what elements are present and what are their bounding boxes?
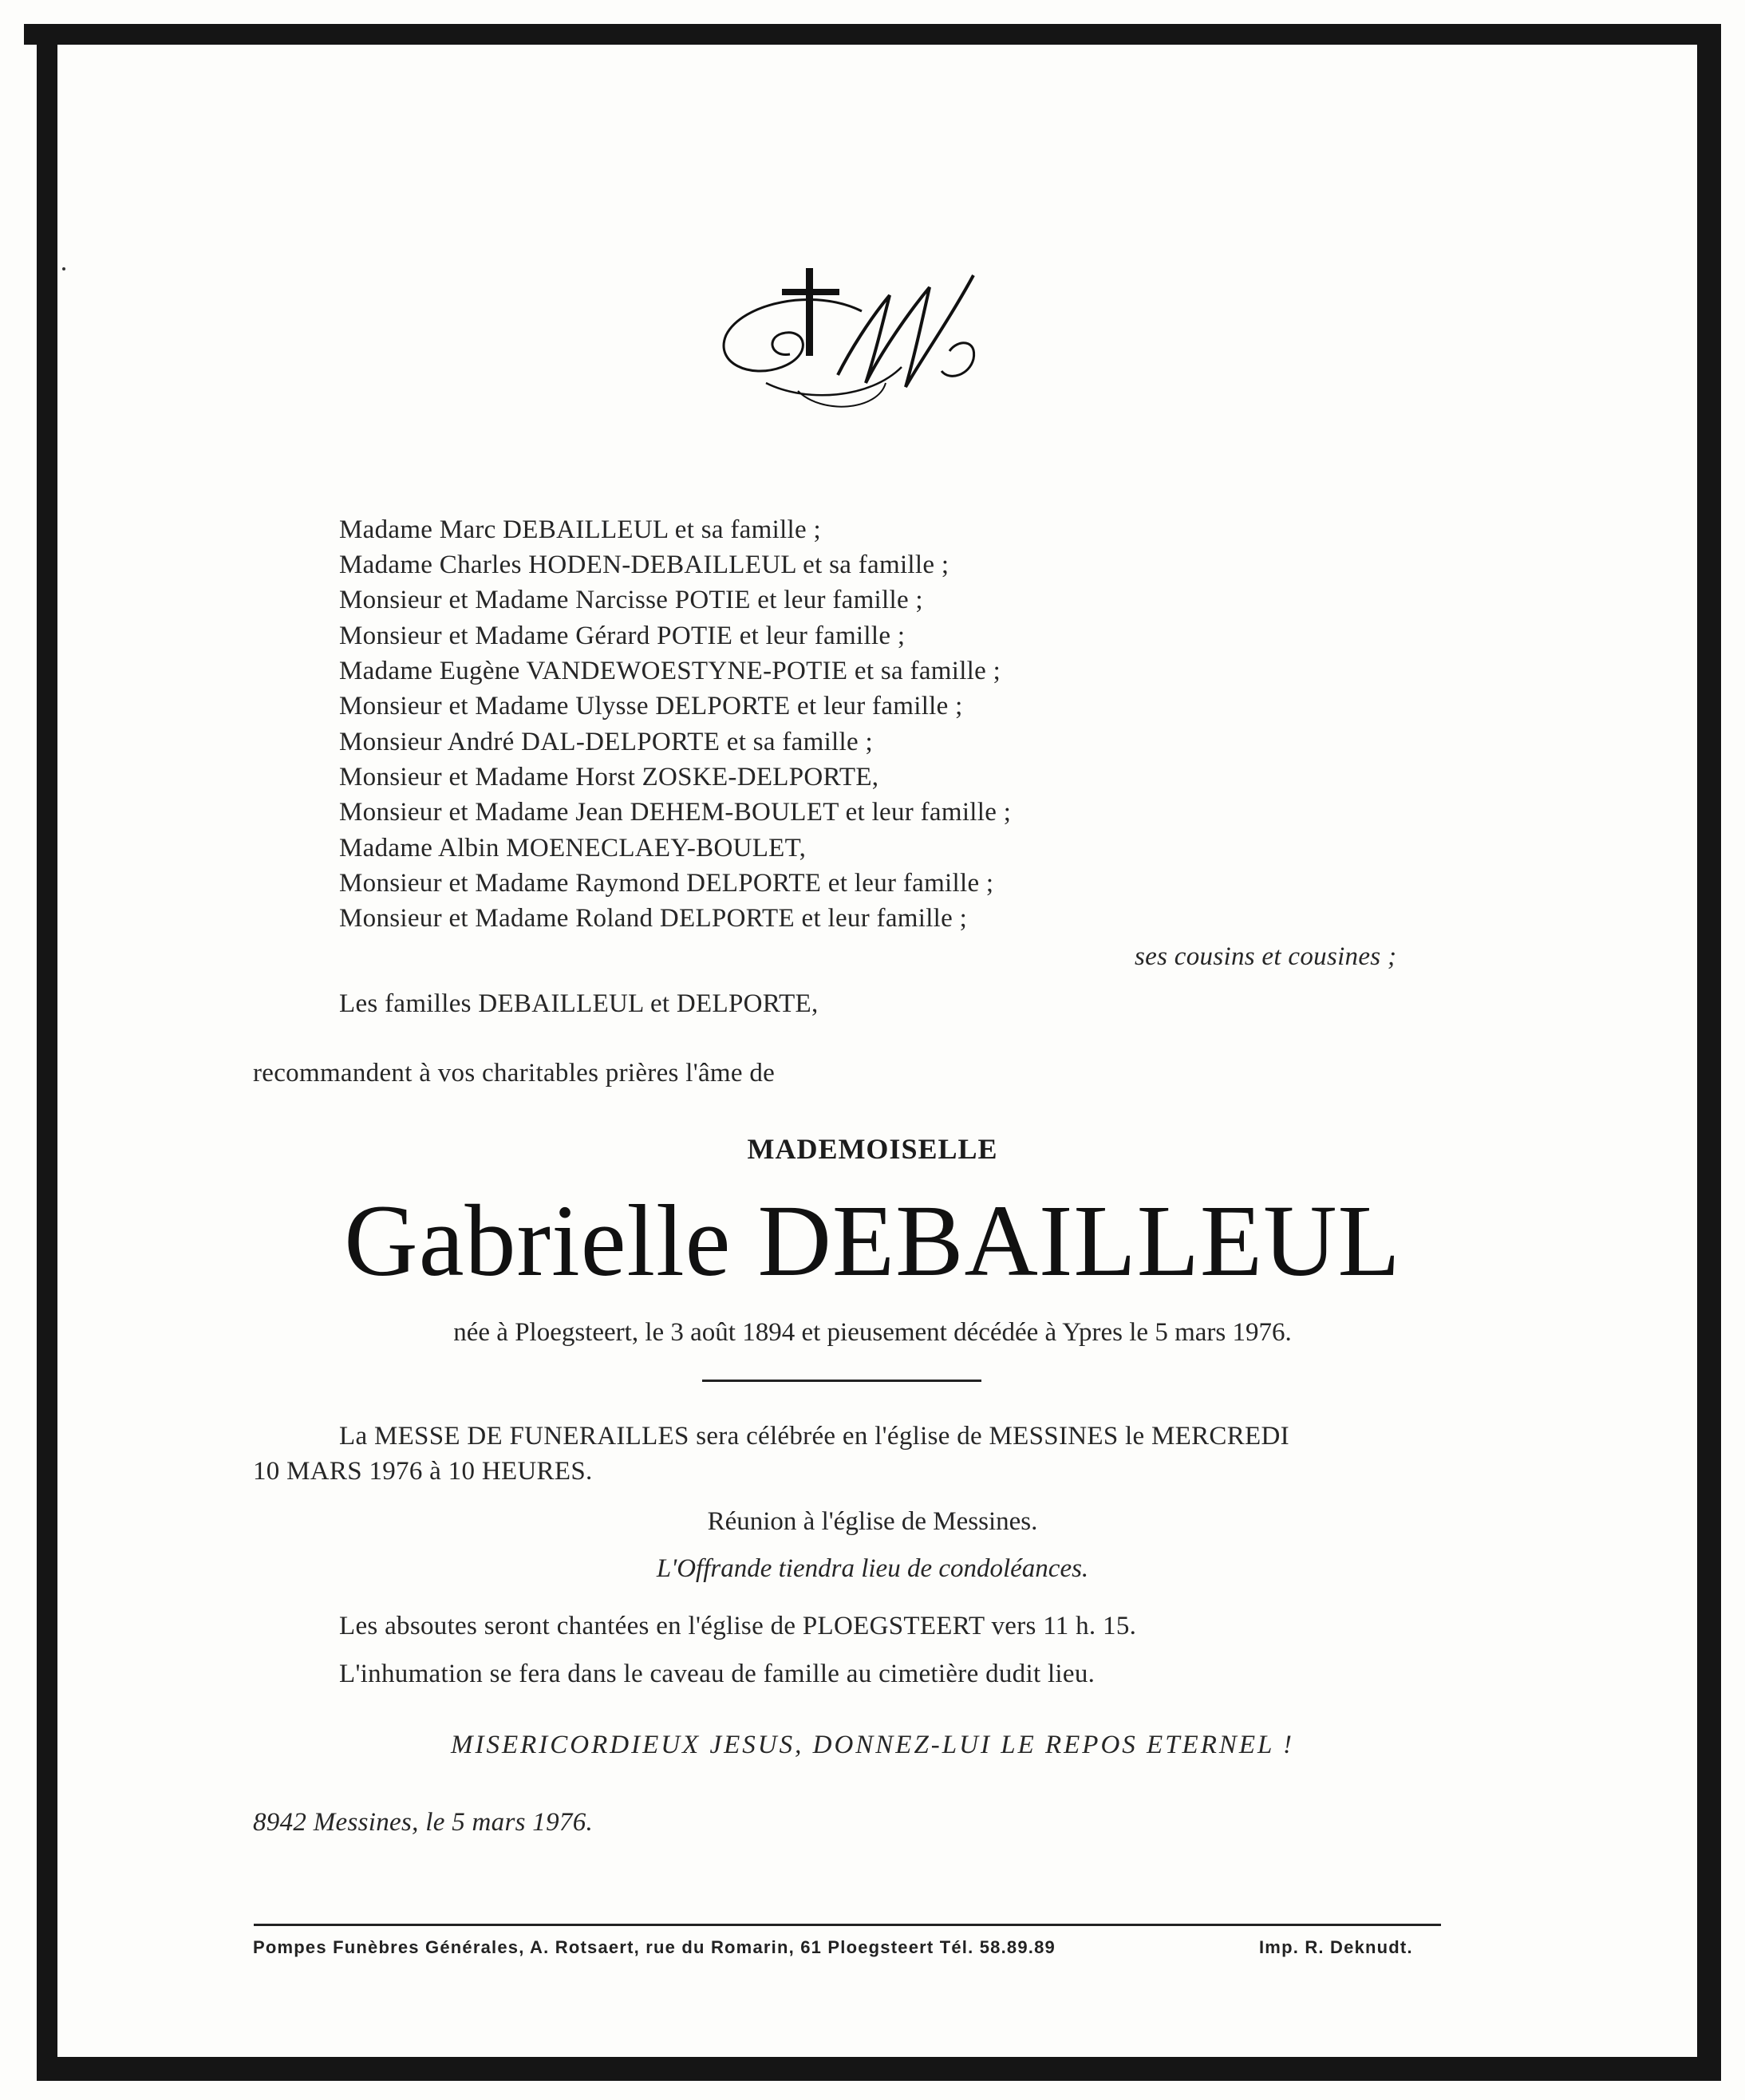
family-line-2: Madame Charles HODEN-DEBAILLEUL et sa famille ; (339, 551, 949, 579)
cousins-line: ses cousins et cousines ; (1135, 942, 1397, 971)
family-line-3: Monsieur et Madame Narcisse POTIE et leur famille ; (339, 586, 923, 614)
family-line-12: Monsieur et Madame Roland DELPORTE et leur famille ; (339, 904, 968, 933)
birth-death-line: née à Ploegsteert, le 3 août 1894 et pieusement décédée à Ypres le 5 mars 1976. (453, 1318, 1292, 1347)
family-line-8: Monsieur et Madame Horst ZOSKE-DELPORTE, (339, 763, 879, 791)
families-line: Les familles DEBAILLEUL et DELPORTE, (339, 989, 819, 1018)
family-line-11: Monsieur et Madame Raymond DELPORTE et leur famille ; (339, 869, 994, 898)
family-line-7: Monsieur André DAL-DELPORTE et sa famille ; (339, 728, 873, 756)
absoutes-line: Les absoutes seront chantées en l'église de PLOEGSTEERT vers 11 h. 15. (339, 1612, 1137, 1640)
family-line-4: Monsieur et Madame Gérard POTIE et leur famille ; (339, 622, 906, 650)
mass-line-1: La MESSE DE FUNERAILLES sera célébrée en l'église de MESSINES le MERCREDI (339, 1422, 1289, 1451)
recommend-line: recommandent à vos charitables prières l'âme de (253, 1059, 776, 1088)
deceased-title: MADEMOISELLE (747, 1133, 998, 1165)
ink-speck (62, 267, 65, 270)
family-line-10: Madame Albin MOENECLAEY-BOULET, (339, 834, 807, 862)
family-line-6: Monsieur et Madame Ulysse DELPORTE et leur famille ; (339, 692, 963, 720)
place-date-line: 8942 Messines, le 5 mars 1976. (253, 1808, 594, 1837)
mourning-border-left (37, 24, 57, 2081)
inhumation-line: L'inhumation se fera dans le caveau de famille au cimetière dudit lieu. (339, 1660, 1096, 1688)
prayer-line: MISERICORDIEUX JESUS, DONNEZ-LUI LE REPOS ETERNEL ! (450, 1731, 1295, 1759)
cross-monogram-icon (718, 263, 989, 423)
reunion-line: Réunion à l'église de Messines. (707, 1507, 1038, 1536)
family-line-9: Monsieur et Madame Jean DEHEM-BOULET et leur famille ; (339, 798, 1012, 827)
footer-rule (254, 1924, 1441, 1926)
offrande-line: L'Offrande tiendra lieu de condoléances. (656, 1554, 1089, 1583)
mourning-border-top (24, 24, 1721, 45)
mourning-border-bottom (37, 2057, 1721, 2081)
printer-credit: Imp. R. Deknudt. (1259, 1937, 1413, 1957)
mourning-border-right (1697, 24, 1721, 2081)
funeral-home-credit: Pompes Funèbres Générales, A. Rotsaert, rue du Romarin, 61 Ploegsteert Tél. 58.89.89 (253, 1937, 1056, 1957)
short-divider (702, 1380, 981, 1382)
mass-line-2: 10 MARS 1976 à 10 HEURES. (253, 1457, 593, 1486)
deceased-name: Gabrielle DEBAILLEUL (344, 1184, 1401, 1297)
family-line-1: Madame Marc DEBAILLEUL et sa famille ; (339, 515, 821, 544)
family-line-5: Madame Eugène VANDEWOESTYNE-POTIE et sa famille ; (339, 657, 1001, 685)
